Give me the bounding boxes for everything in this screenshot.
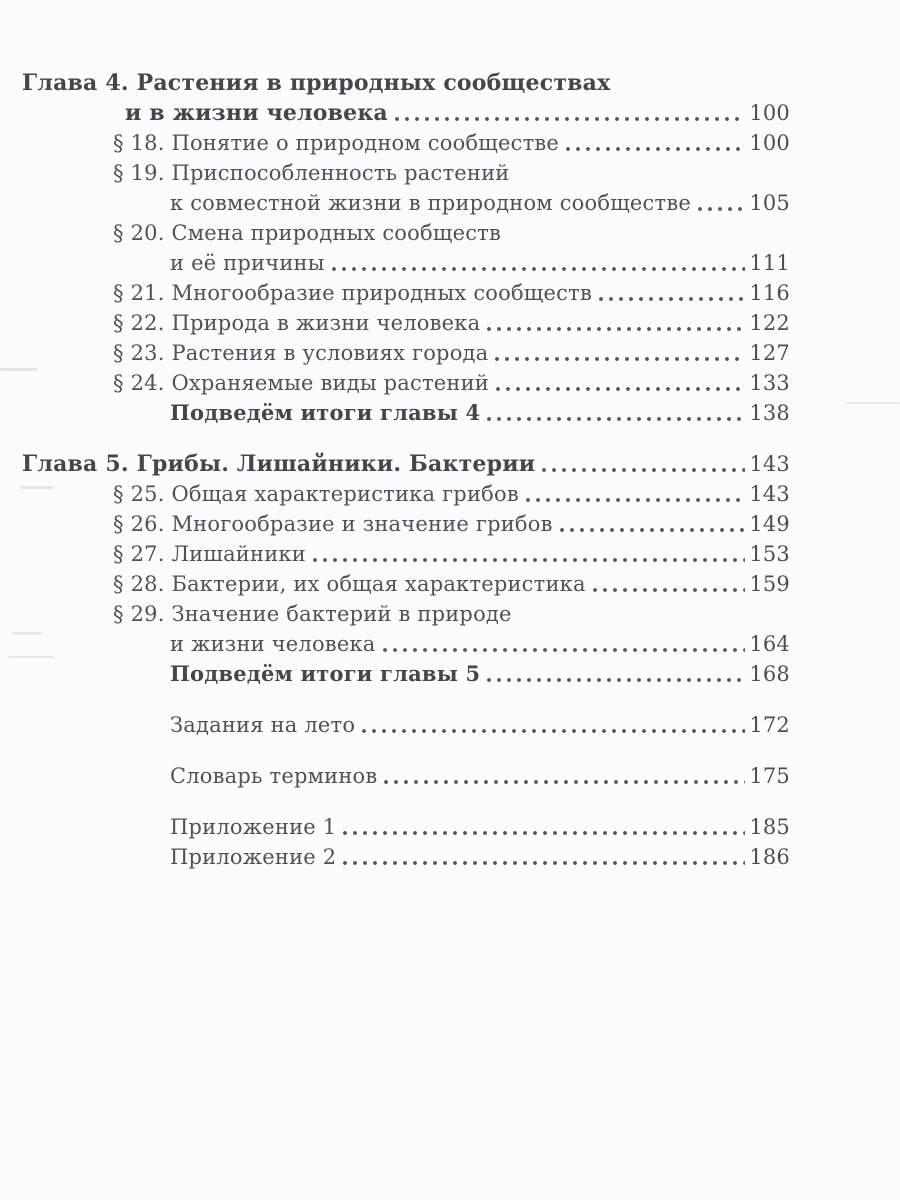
toc-row: [22, 761, 790, 791]
dot-leader: [698, 207, 745, 211]
toc-entry-page: 133: [749, 371, 790, 395]
toc-entry-label: Приложение 2: [170, 845, 337, 869]
toc-entry-label: к совместной жизни в природном сообществе: [170, 191, 691, 215]
toc-row: [22, 218, 790, 248]
toc-entry-label: § 27. Лишайники: [113, 542, 306, 566]
toc-entry-page: 149: [749, 512, 790, 536]
toc-entry-page: 100: [749, 101, 790, 125]
toc-entry-label: Приложение 1: [170, 815, 337, 839]
toc-row: [22, 659, 790, 689]
dot-leader: [395, 117, 745, 121]
dot-leader: [343, 831, 745, 835]
dot-leader: [313, 558, 745, 562]
toc-entry-page: 164: [749, 632, 790, 656]
toc-entry-page: 127: [749, 341, 790, 365]
toc-row: [22, 368, 790, 398]
dot-leader: [362, 729, 745, 733]
toc-entry-page: 143: [749, 482, 790, 506]
toc-entry-label: Подведём итоги главы 4: [170, 400, 481, 425]
dot-leader: [332, 267, 746, 271]
toc-entry-label: и в жизни человека: [125, 100, 388, 126]
toc-entry-page: 153: [749, 542, 790, 566]
toc-row: [22, 842, 790, 872]
toc-row: [22, 629, 790, 659]
toc-entry-label: и жизни человека: [170, 632, 376, 656]
toc-row: [22, 128, 790, 158]
toc-row: [22, 449, 790, 479]
toc-entry-page: 159: [749, 572, 790, 596]
toc-entry-page: 172: [749, 713, 790, 737]
toc-entry-label: § 25. Общая характеристика грибов: [113, 482, 519, 506]
toc-entry-label: и её причины: [170, 251, 325, 275]
toc-entry-label: § 26. Многообразие и значение грибов: [113, 512, 553, 536]
toc-entry-page: 100: [749, 131, 790, 155]
toc-row: [22, 509, 790, 539]
dot-leader: [343, 861, 745, 865]
toc-entry-page: 105: [749, 191, 790, 215]
dot-leader: [487, 678, 745, 682]
toc-entry-label: § 23. Растения в условиях города: [113, 341, 489, 365]
toc-entry-page: 122: [749, 311, 790, 335]
dot-leader: [384, 780, 745, 784]
toc-entry-label: Глава 4. Растения в природных сообществах: [22, 70, 611, 96]
dot-leader: [542, 468, 745, 472]
toc-row: [22, 308, 790, 338]
toc-row: [22, 398, 790, 428]
toc-entry-label: § 29. Значение бактерий в природе: [113, 602, 512, 626]
toc-entry-label: § 21. Многообразие природных сообществ: [113, 281, 592, 305]
dot-leader: [495, 357, 745, 361]
toc-entry-page: 138: [749, 401, 790, 425]
toc-row: [22, 338, 790, 368]
toc-entry-page: 116: [749, 281, 790, 305]
toc-row: [22, 710, 790, 740]
toc-row: [22, 539, 790, 569]
toc-row: [22, 569, 790, 599]
toc-entry-page: 143: [749, 452, 790, 476]
toc-row: [22, 68, 790, 98]
toc-entry-page: 111: [749, 251, 790, 275]
dot-leader: [599, 297, 745, 301]
toc-entry-page: 175: [749, 764, 790, 788]
scan-artifact: [845, 402, 900, 404]
toc-row: [22, 188, 790, 218]
dot-leader: [566, 147, 745, 151]
dot-leader: [487, 417, 745, 421]
dot-leader: [383, 648, 746, 652]
toc-entry-page: 168: [749, 662, 790, 686]
toc-row: [22, 479, 790, 509]
toc-entry-label: § 22. Природа в жизни человека: [113, 311, 481, 335]
toc-entry-label: § 19. Приспособленность растений: [113, 161, 510, 185]
toc-entry-page: 186: [749, 845, 790, 869]
toc-entry-label: Глава 5. Грибы. Лишайники. Бактерии: [22, 451, 536, 477]
toc-entry-label: Словарь терминов: [170, 764, 378, 788]
toc: [22, 68, 790, 872]
toc-row: [22, 98, 790, 128]
dot-leader: [496, 387, 745, 391]
toc-entry-page: 185: [749, 815, 790, 839]
toc-entry-label: § 24. Охраняемые виды растений: [113, 371, 489, 395]
toc-entry-label: § 20. Смена природных сообществ: [113, 221, 501, 245]
dot-leader: [487, 327, 745, 331]
toc-entry-label: § 28. Бактерии, их общая характеристика: [113, 572, 586, 596]
toc-entry-label: § 18. Понятие о природном сообществе: [113, 131, 560, 155]
toc-row: [22, 812, 790, 842]
toc-row: [22, 248, 790, 278]
toc-row: [22, 278, 790, 308]
dot-leader: [593, 588, 746, 592]
toc-row: [22, 599, 790, 629]
toc-entry-label: Задания на лето: [170, 713, 356, 737]
dot-leader: [560, 528, 746, 532]
dot-leader: [526, 498, 745, 502]
toc-entry-label: Подведём итоги главы 5: [170, 661, 481, 686]
toc-row: [22, 158, 790, 188]
